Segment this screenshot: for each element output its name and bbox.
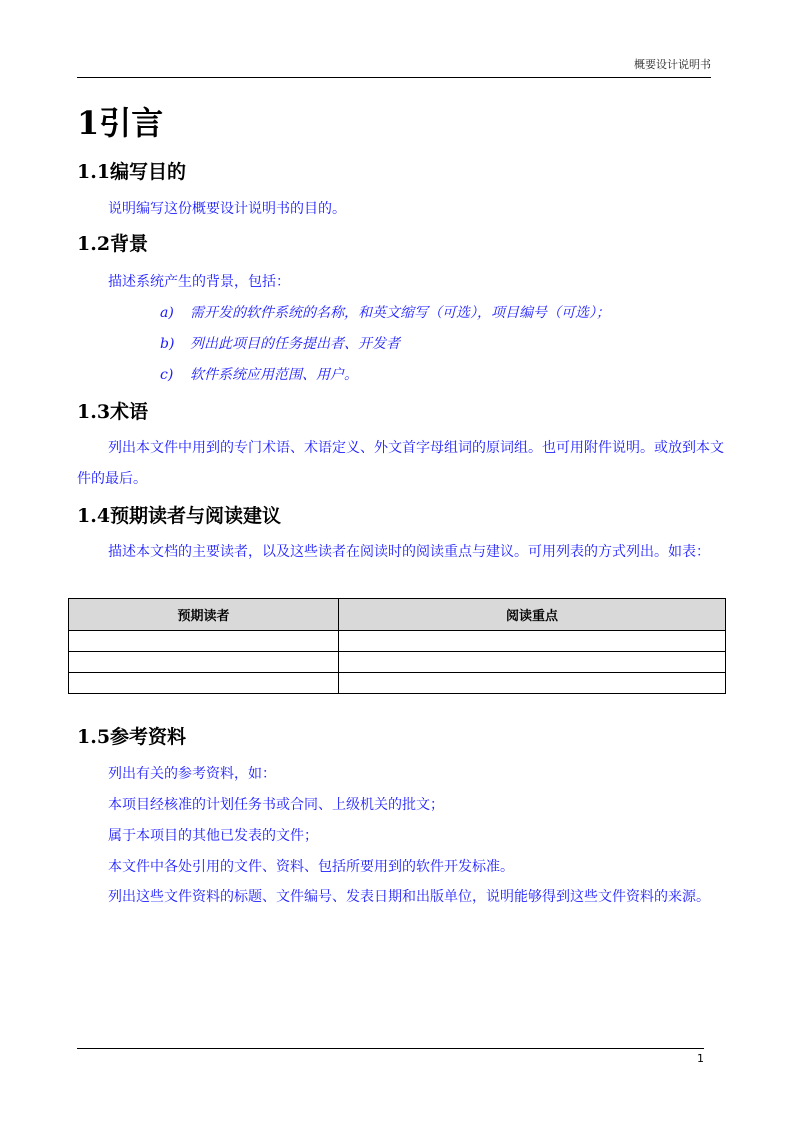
table-cell	[69, 631, 339, 652]
section-title-1-3: 1.3术语	[77, 401, 149, 423]
column-header: 预期读者	[69, 599, 339, 631]
section-title-1-1: 1.1编写目的	[77, 161, 187, 183]
table-cell	[339, 631, 726, 652]
list-item	[160, 304, 610, 322]
table-row	[69, 631, 726, 652]
table-row	[69, 652, 726, 673]
section-title-1-5: 1.5参考资料	[77, 726, 187, 748]
paragraph: 列出本文件中用到的专门术语、术语定义、外文首字母组词的原词组。也可用附件说明。或放到本文件的最后。	[77, 440, 724, 487]
table-cell	[69, 673, 339, 694]
section-title-1-4: 1.4预期读者与阅读建议	[77, 505, 282, 527]
list-item	[160, 335, 400, 353]
list-marker: b)	[160, 336, 175, 352]
column-header: 阅读重点	[339, 599, 726, 631]
list-item-text: 列出此项目的任务提出者、开发者	[190, 336, 400, 352]
table-row	[69, 673, 726, 694]
list-marker: a)	[160, 305, 174, 321]
page-number: 1	[697, 1052, 704, 1065]
table-cell	[339, 652, 726, 673]
list-item-text: 软件系统应用范围、用户。	[190, 367, 358, 383]
list-item	[160, 366, 358, 384]
section-title-1-2: 1.2背景	[77, 233, 149, 255]
paragraph: 本项目经核准的计划任务书或合同、上级机关的批文；	[108, 797, 444, 813]
paragraph: 描述本文档的主要读者，以及这些读者在阅读时的阅读重点与建议。可用列表的方式列出。如表：	[108, 544, 710, 560]
paragraph: 本文件中各处引用的文件、资料、包括所要用到的软件开发标准。	[108, 859, 514, 875]
list-marker: c)	[160, 367, 174, 383]
list-item-text: 需开发的软件系统的名称，和英文缩写（可选），项目编号（可选）；	[190, 305, 610, 321]
table-cell	[69, 652, 339, 673]
footer-divider	[77, 1048, 704, 1049]
paragraph: 列出有关的参考资料，如：	[108, 766, 276, 782]
page-header: 概要设计说明书	[77, 56, 711, 78]
paragraph: 列出这些文件资料的标题、文件编号、发表日期和出版单位，说明能够得到这些文件资料的来源。	[108, 889, 710, 905]
table-header-row	[69, 599, 726, 631]
paragraph: 说明编写这份概要设计说明书的目的。	[108, 201, 346, 217]
readers-table	[68, 598, 726, 694]
table-cell	[339, 673, 726, 694]
paragraph: 属于本项目的其他已发表的文件；	[108, 828, 318, 844]
chapter-title: 1引言	[77, 104, 164, 142]
paragraph: 描述系统产生的背景，包括：	[108, 274, 290, 290]
